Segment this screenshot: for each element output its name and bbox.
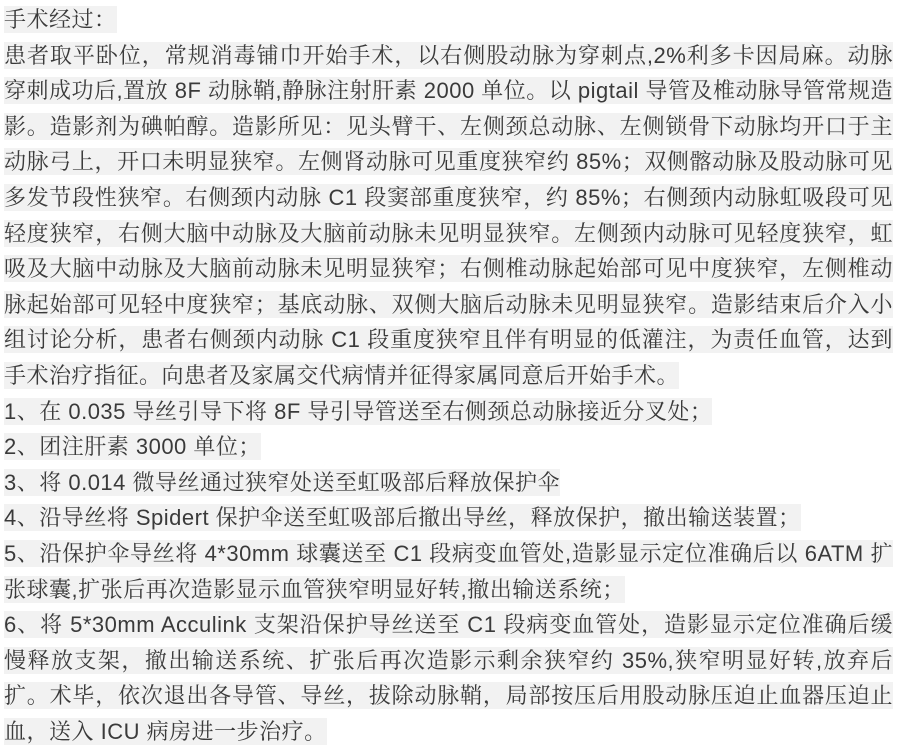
procedure-step-6: [4, 607, 893, 749]
procedure-step-2: [4, 429, 893, 465]
procedure-step-5: [4, 536, 893, 607]
document-heading-text: 手术经过：: [4, 7, 117, 32]
procedure-narrative-paragraph: [4, 38, 893, 394]
procedure-step-2-text: 2、团注肝素 3000 单位；: [4, 434, 261, 460]
procedure-step-1: [4, 394, 893, 430]
procedure-step-6-text: 6、将 5*30mm Acculink 支架沿保护导丝送至 C1 段病变血管处，造影显示定位准确后缓慢释放支架，撤出输送系统、扩张后再次造影示剩余狭窄约 35%,狭窄明显好转,放弃后扩。术毕，依次退出各导管、导丝，拔除动脉鞘，局部按压后用股动脉压迫止血器压迫止血，送入 ICU 病房进一步治疗。: [4, 612, 893, 744]
procedure-step-4-text: 4、沿导丝将 Spidert 保护伞送至虹吸部后撤出导丝，释放保护，撤出输送装置；: [4, 505, 801, 531]
procedure-step-3: [4, 465, 893, 501]
procedure-step-4: [4, 500, 893, 536]
procedure-step-5-text: 5、沿保护伞导丝将 4*30mm 球囊送至 C1 段病变血管处,造影显示定位准确后以 6ATM 扩张球囊,扩张后再次造影显示血管狭窄明显好转,撤出输送系统；: [4, 540, 893, 602]
procedure-step-1-text: 1、在 0.035 导丝引导下将 8F 导引导管送至右侧颈总动脉接近分叉处；: [4, 398, 713, 424]
procedure-narrative-text: 患者取平卧位，常规消毒铺巾开始手术，以右侧股动脉为穿刺点,2%利多卡因局麻。动脉穿刺成功后,置放 8F 动脉鞘,静脉注射肝素 2000 单位。以 pigtail 导管及椎动脉导管常规造影。造影剂为碘帕醇。造影所见：见头臂干、左侧颈总动脉、左侧锁骨下动脉均开口于主动脉弓上，开口未明显狭窄。左侧肾动脉可见重度狭窄约 85%；双侧髂动脉及股动脉可见多发节段性狭窄。右侧颈内动脉 C1 段窦部重度狭窄，约 85%；右侧颈内动脉虹吸段可见轻度狭窄，右侧大脑中动脉及大脑前动脉未见明显狭窄。左侧颈内动脉可见轻度狭窄，虹吸及大脑中动脉及大脑前动脉未见明显狭窄；右侧椎动脉起始部可见中度狭窄，左侧椎动脉起始部可见轻中度狭窄；基底动脉、双侧大脑后动脉未见明显狭窄。造影结束后介入小组讨论分析，患者右侧颈内动脉 C1 段重度狭窄且伴有明显的低灌注，为责任血管，达到手术治疗指征。向患者及家属交代病情并征得家属同意后开始手术。: [4, 42, 893, 388]
procedure-step-3-text: 3、将 0.014 微导丝通过狭窄处送至虹吸部后释放保护伞: [4, 469, 561, 495]
document-heading: [4, 2, 893, 38]
